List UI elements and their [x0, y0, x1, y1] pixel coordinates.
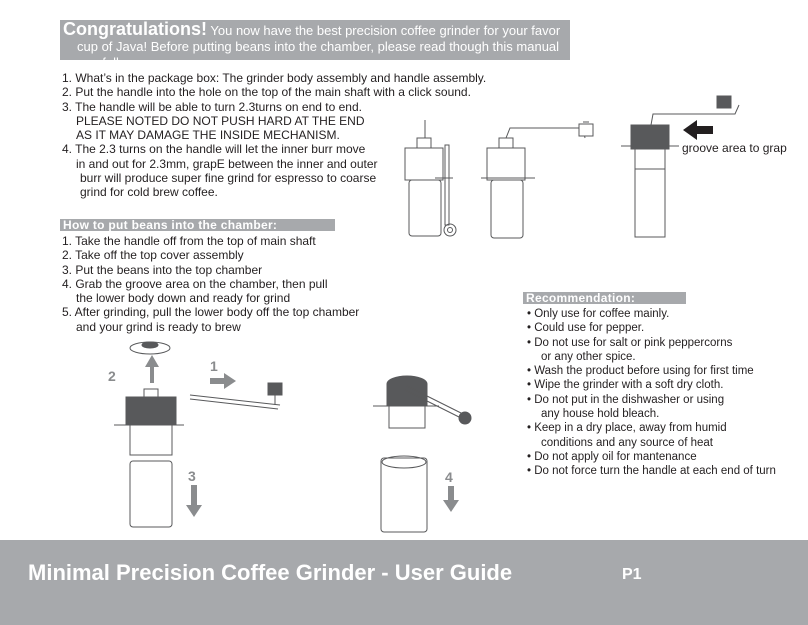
list-item: 3. Put the beans into the top chamber — [62, 262, 263, 277]
list-item: in and out for 2.3mm, grapE between the inner and outer — [76, 156, 378, 171]
list-item: 3. The handle will be able to turn 2.3turns on end to end. — [62, 99, 362, 114]
list-item: or any other spice. — [541, 350, 636, 363]
list-item: • Could use for pepper. — [527, 322, 645, 335]
intro-line-2: cup of Java! Before putting beans into the chamber, please read though this manual carefully: — [77, 39, 560, 70]
step-number-1: 1 — [210, 358, 218, 374]
product-assembly-diagram — [395, 90, 795, 250]
step-number-2: 2 — [108, 368, 116, 384]
list-item: • Wipe the grinder with a soft dry cloth. — [527, 379, 724, 392]
list-item: • Do not put in the dishwasher or using — [527, 393, 725, 406]
list-item: 1. What’s in the package box: The grinder body assembly and handle assembly. — [62, 71, 487, 85]
list-item: • Keep in a dry place, away from humid — [527, 422, 727, 435]
list-item: grind for cold brew coffee. — [80, 185, 218, 200]
list-item: • Do not apply oil for mantenance — [527, 450, 697, 463]
grinder-with-handle-illustration — [481, 122, 593, 238]
congrats-heading: Congratulations! — [63, 19, 207, 39]
step-number-4: 4 — [445, 469, 453, 485]
list-item: and your grind is ready to brew — [76, 319, 241, 334]
arrow-right-icon — [210, 373, 236, 389]
beans-list — [62, 234, 382, 334]
arrow-down-icon — [186, 485, 202, 517]
footer-title: Minimal Precision Coffee Grinder - User Guide — [28, 560, 513, 585]
list-item: PLEASE NOTED DO NOT PUSH HARD AT THE END — [76, 113, 365, 128]
list-item: • Do not force turn the handle at each end of turn — [527, 465, 776, 478]
list-item: the lower body down and ready for grind — [76, 291, 291, 306]
list-item: 2. Take off the top cover assembly — [62, 248, 244, 263]
beans-heading: How to put beans into the chamber: — [60, 219, 335, 231]
list-item: 2. Put the handle into the hole on the top of the main shaft with a click sound. — [62, 85, 471, 100]
list-item: 4. The 2.3 turns on the handle will let the inner burr move — [62, 142, 366, 157]
list-item: any house hold bleach. — [541, 408, 660, 421]
arrow-up-icon — [145, 355, 159, 383]
list-item: 4. Grab the groove area on the chamber, then pull — [62, 276, 328, 291]
recommendation-heading: Recommendation: — [523, 292, 686, 304]
list-item: • Only use for coffee mainly. — [527, 308, 670, 320]
groove-arrow-icon — [683, 120, 713, 140]
step-number-3: 3 — [188, 468, 196, 484]
list-item: • Wash the product before using for first time — [527, 365, 754, 378]
grinder-detailed-illustration — [621, 96, 739, 237]
intro-banner — [60, 19, 570, 70]
separation-diagram — [365, 370, 475, 540]
list-item: 5. After grinding, pull the lower body off the top chamber — [62, 305, 360, 320]
list-item: conditions and any source of heat — [541, 436, 713, 449]
list-item: • Do not use for salt or pink peppercorns — [527, 336, 733, 349]
page-number: P1 — [622, 566, 642, 583]
list-item: burr will produce super fine grind for espresso to coarse — [80, 171, 377, 186]
disassembly-diagram — [100, 335, 300, 535]
grinder-body-illustration — [405, 120, 456, 236]
groove-label: groove area to grap — [682, 141, 787, 155]
arrow-down-icon — [443, 486, 459, 512]
list-item: AS IT MAY DAMAGE THE INSIDE MECHANISM. — [76, 128, 340, 143]
list-item: 1. Take the handle off from the top of main shaft — [62, 234, 316, 248]
intro-line-1: You now have the best precision coffee grinder for your favor — [210, 23, 561, 38]
recommendation-list — [527, 307, 797, 479]
